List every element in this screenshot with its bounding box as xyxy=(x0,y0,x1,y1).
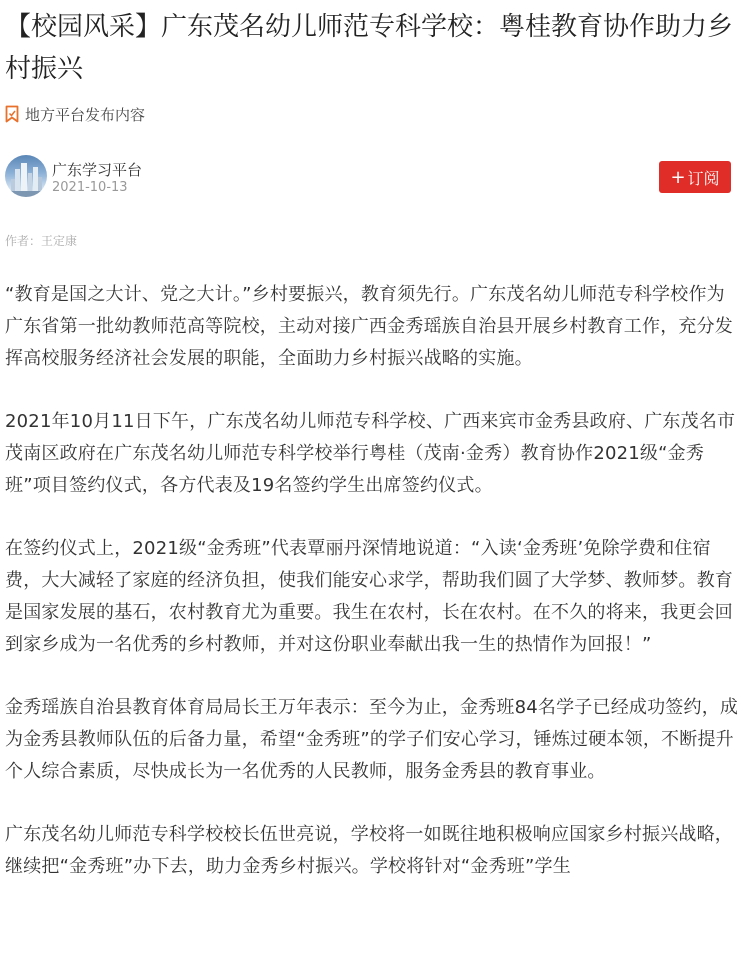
article-title: 【校园风采】广东茂名幼儿师范专科学校：粤桂教育协作助力乡村振兴 xyxy=(5,12,734,84)
publisher-name[interactable]: 广东学习平台 xyxy=(52,161,143,179)
publisher-avatar[interactable] xyxy=(5,155,47,197)
city-skyline-icon xyxy=(5,155,47,197)
bookmark-icon xyxy=(5,105,19,123)
paragraph: 2021年10月11日下午，广东茂名幼儿师范专科学校、广西来宾市金秀县政府、广东茂名市茂南区政府在广东茂名幼儿师范专科学校举行粤桂（茂南·金秀）教育协作2021级“金秀班”项目签约仪式，各方代表及19名签约学生出席签约仪式。 xyxy=(5,411,736,496)
paragraph: 金秀瑶族自治县教育体育局局长王万年表示：至今为止，金秀班84名学子已经成功签约，成为金秀县教师队伍的后备力量，希望“金秀班”的学子们安心学习，锤炼过硬本领，不断提升个人综合素质，尽快成长为一名优秀的人民教师，服务金秀县的教育事业。 xyxy=(5,697,739,782)
publish-date: 2021-10-13 xyxy=(52,180,128,195)
subscribe-button[interactable] xyxy=(659,161,731,193)
paragraph: 广东茂名幼儿师范专科学校校长伍世亮说，学校将一如既往地积极响应国家乡村振兴战略，继续把“金秀班”办下去，助力金秀乡村振兴。学校将针对“金秀班”学生 xyxy=(5,824,733,877)
author-byline: 作者：王定康 xyxy=(5,234,78,248)
article-body xyxy=(5,279,741,914)
plus-icon: + xyxy=(670,166,686,188)
paragraph: 在签约仪式上，2021级“金秀班”代表覃丽丹深情地说道：“入读‘金秀班’免除学费和住宿费，大大减轻了家庭的经济负担，使我们能安心求学，帮助我们圆了大学梦、教师梦。教育是国家发展的基石，农村教育尤为重要。我生在农村，长在农村。在不久的将来，我更会回到家乡成为一名优秀的乡村教师，并对这份职业奉献出我一生的热情作为回报！” xyxy=(5,538,733,655)
subscribe-label: 订阅 xyxy=(687,168,720,188)
source-tag xyxy=(5,103,145,125)
publisher-row xyxy=(5,155,735,199)
paragraph: “教育是国之大计、党之大计。”乡村要振兴，教育须先行。广东茂名幼儿师范专科学校作为广东省第一批幼教师范高等院校，主动对接广西金秀瑶族自治县开展乡村教育工作，充分发挥高校服务经济社会发展的职能，全面助力乡村振兴战略的实施。 xyxy=(5,284,733,369)
source-label: 地方平台发布内容 xyxy=(25,105,146,124)
